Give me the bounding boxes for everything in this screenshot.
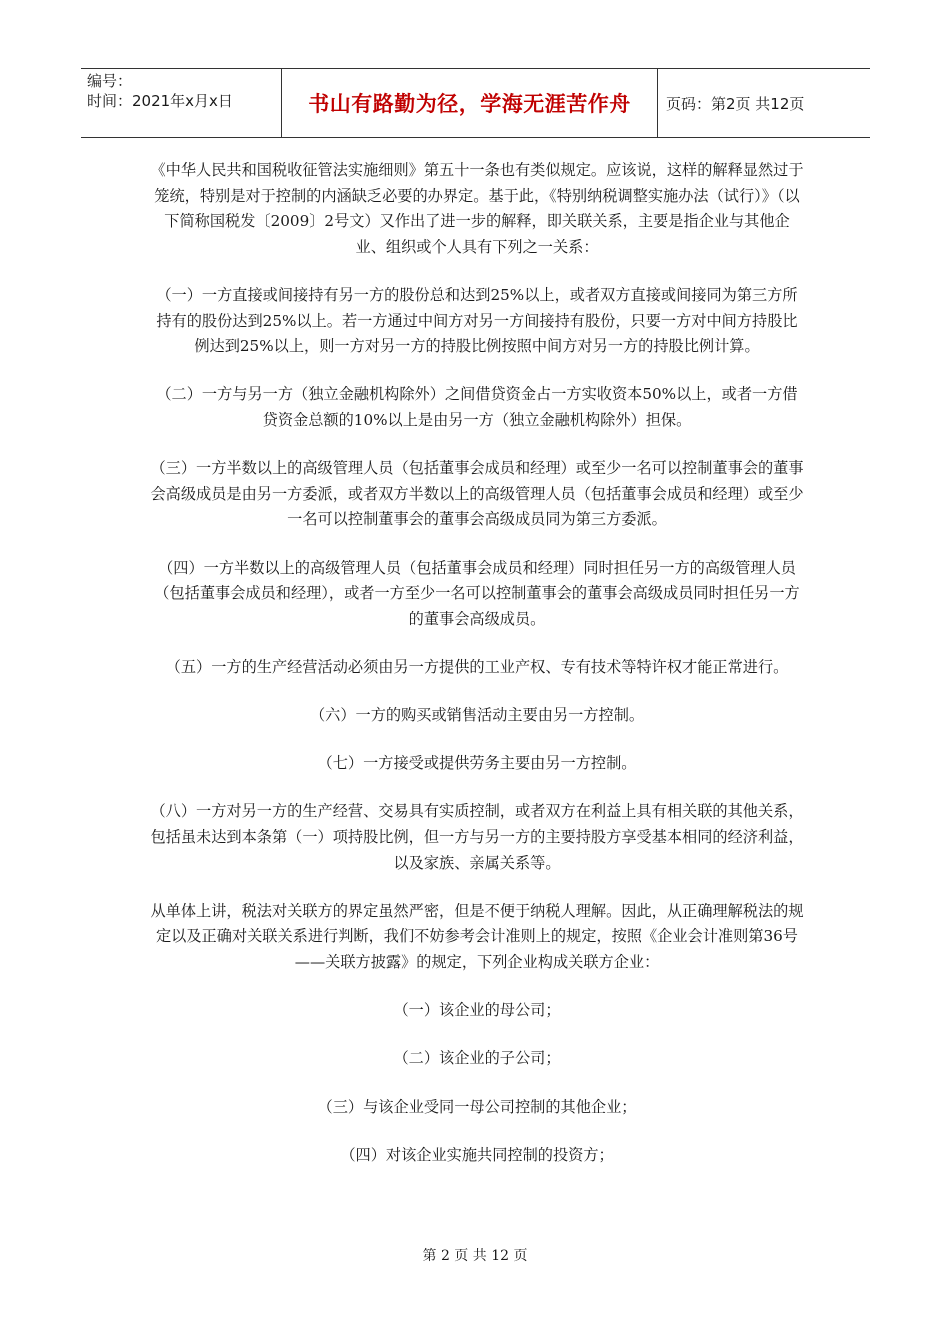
paragraph: （二）该企业的子公司； [393, 1049, 561, 1068]
paragraph: （四）对该企业实施共同控制的投资方； [340, 1145, 614, 1164]
paragraph: （六）一方的购买或销售活动主要由另一方控制。 [309, 706, 645, 725]
header-motto-cell [282, 69, 658, 137]
paragraph: 从单体上讲，税法对关联方的界定虽然严密，但是不便于纳税人理解。因此，从正确理解税法的规定以及正确对关联关系进行判断，我们不妨参考会计准则上的规定，按照《企业会计准则第36号——关联方披露》的规定，下列企业构成关联方企业： [150, 901, 804, 971]
paragraph: （二）一方与另一方（独立金融机构除外）之间借贷资金占一方实收资本50%以上，或者一方借贷资金总额的10%以上是由另一方（独立金融机构除外）担保。 [156, 385, 798, 429]
page-info: 页码：第2页 共12页 [666, 94, 805, 113]
paragraph: （一）该企业的母公司； [393, 1001, 561, 1020]
number-label: 编号： [87, 72, 133, 90]
footer-page-number: 第 2 页 共 12 页 [422, 1248, 528, 1264]
paragraph: （三）一方半数以上的高级管理人员（包括董事会成员和经理）或至少一名可以控制董事会的董事会高级成员是由另一方委派，或者双方半数以上的高级管理人员（包括董事会成员和经理）或至少一名可以控制董事会的董事会高级成员同为第三方委派。 [150, 459, 804, 529]
header-meta-cell [81, 69, 282, 137]
paragraph: （一）一方直接或间接持有另一方的股份总和达到25%以上，或者双方直接或间接同为第三方所持有的股份达到25%以上。若一方通过中间方对另一方间接持有股份，只要一方对中间方持股比例达到25%以上，则一方对另一方的持股比例按照中间方对另一方的持股比例计算。 [156, 285, 798, 356]
paragraph: （五）一方的生产经营活动必须由另一方提供的工业产权、专有技术等特许权才能正常进行。 [165, 657, 789, 676]
header-page-cell [658, 69, 870, 137]
paragraph: （八）一方对另一方的生产经营、交易具有实质控制，或者双方在利益上具有相关联的其他关系，包括虽未达到本条第（一）项持股比例，但一方与另一方的主要持股方享受基本相同的经济利益，以及家族、亲属关系等。 [150, 802, 804, 872]
header-table [81, 68, 870, 138]
page-footer [0, 1245, 950, 1265]
paragraph: 《中华人民共和国税收征管法实施细则》第五十一条也有类似规定。应该说，这样的解释显然过于笼统，特别是对于控制的内涵缺乏必要的办界定。基于此，《特别纳税调整实施办法（试行）》（以下简称国税发〔2009〕2号文）又作出了进一步的解释，即关联关系，主要是指企业与其他企业、组织或个人具有下列之一关系： [150, 161, 804, 256]
document-body [150, 158, 804, 1191]
time-label: 时间：2021年x月x日 [87, 92, 233, 110]
paragraph: （七）一方接受或提供劳务主要由另一方控制。 [317, 754, 637, 773]
paragraph: （三）与该企业受同一母公司控制的其他企业； [317, 1097, 637, 1116]
motto-text: 书山有路勤为径，学海无涯苦作舟 [308, 92, 631, 116]
paragraph: （四）一方半数以上的高级管理人员（包括董事会成员和经理）同时担任另一方的高级管理人员（包括董事会成员和经理），或者一方至少一名可以控制董事会的董事会高级成员同时担任另一方的董事会高级成员。 [154, 558, 800, 628]
